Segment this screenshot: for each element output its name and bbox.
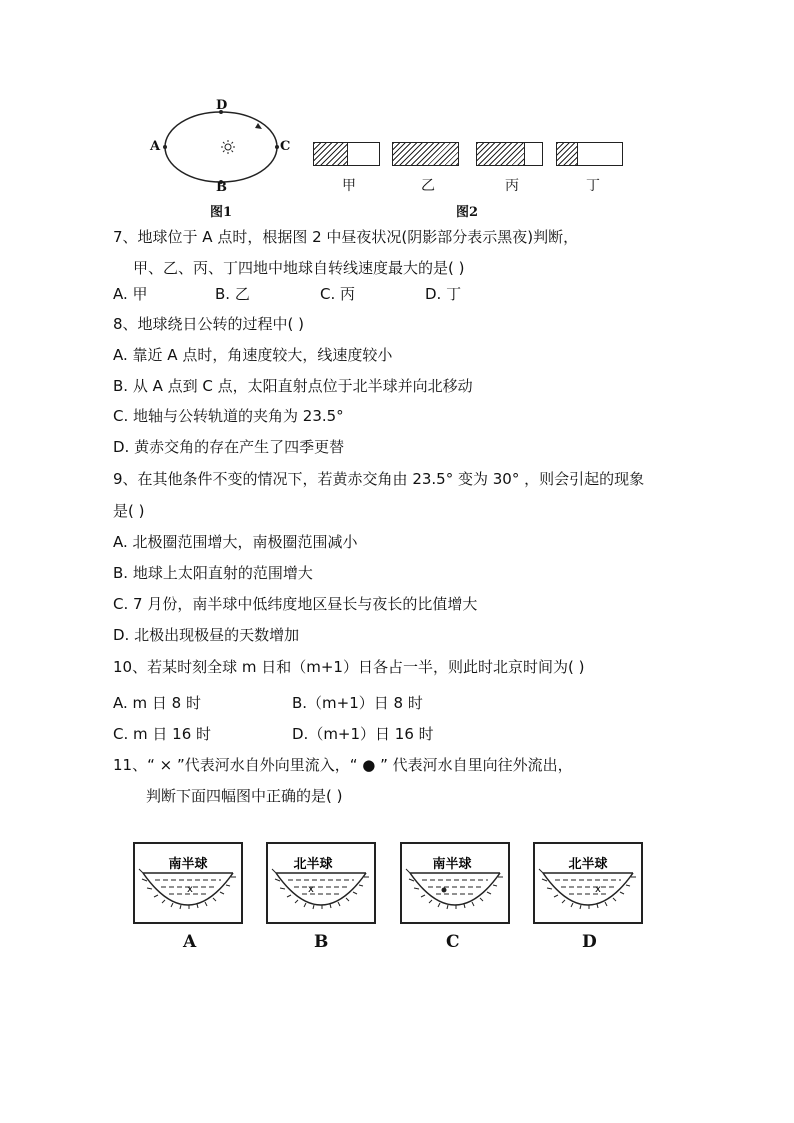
river-cross-section-b — [266, 842, 376, 924]
river-figure-c — [400, 842, 510, 924]
figure-2 — [310, 140, 630, 220]
q7-stem-line1: 7、地球位于 A 点时，根据图 2 中昼夜状况(阴影部分表示黑夜)判断， — [113, 228, 579, 246]
bar-bing-night — [477, 143, 525, 165]
bar-jia — [313, 142, 380, 166]
q7-stem-line2: 甲、乙、丙、丁四地中地球自转线速度最大的是( ) — [133, 259, 465, 277]
river-letter-c: C — [446, 932, 460, 952]
q10-option-a: A. m 日 8 时 — [113, 694, 201, 712]
river-cross-section-a — [133, 842, 243, 924]
q9-stem-line2: 是( ) — [113, 502, 145, 520]
q11-stem-line1: 11、“ × ”代表河水自外向里流入，“ ● ” 代表河水自里向往外流出， — [113, 756, 573, 774]
river-cross-section-c — [400, 842, 510, 924]
bar-label-yi: 乙 — [421, 178, 435, 194]
bar-ding-night — [557, 143, 578, 165]
river-hemisphere-d: 北半球 — [568, 857, 608, 872]
flow-out-icon — [442, 888, 447, 893]
figure-1-caption: 图1 — [210, 205, 233, 220]
orbit-point-c — [275, 145, 279, 149]
orbit-point-a — [163, 145, 167, 149]
q7-option-d: D. 丁 — [425, 285, 462, 303]
orbit-label-b: B — [216, 180, 227, 195]
q10-option-d: D.（m+1）日 16 时 — [292, 725, 434, 743]
q9-option-a: A. 北极圈范围增大，南极圈范围减小 — [113, 533, 358, 551]
flow-in-icon: x — [187, 884, 193, 895]
q8-stem: 8、地球绕日公转的过程中( ) — [113, 315, 305, 333]
river-figure-a — [133, 842, 243, 924]
q7-option-b: B. 乙 — [215, 285, 250, 303]
bar-jia-night — [314, 143, 348, 165]
bar-label-bing: 丙 — [505, 178, 519, 194]
bar-yi-night — [393, 143, 458, 165]
orbit-label-d: D — [216, 98, 228, 113]
river-letter-a: A — [183, 932, 197, 952]
river-figure-d — [533, 842, 643, 924]
sun-icon — [221, 140, 235, 154]
river-figure-b — [266, 842, 376, 924]
bar-yi — [392, 142, 459, 166]
river-hemisphere-a: 南半球 — [168, 857, 208, 872]
q10-option-b: B.（m+1）日 8 时 — [292, 694, 423, 712]
q9-option-d: D. 北极出现极昼的天数增加 — [113, 626, 300, 644]
bar-label-jia: 甲 — [342, 178, 356, 194]
orbit-arrow-icon — [255, 123, 262, 129]
river-letter-b: B — [314, 932, 329, 952]
orbit-label-c: C — [280, 139, 291, 154]
bar-label-ding: 丁 — [586, 178, 600, 194]
q8-option-a: A. 靠近 A 点时，角速度较大，线速度较小 — [113, 346, 393, 364]
q10-option-c: C. m 日 16 时 — [113, 725, 212, 743]
q11-stem-line2: 判断下面四幅图中正确的是( ) — [146, 787, 343, 805]
q7-option-a: A. 甲 — [113, 285, 148, 303]
bar-ding — [556, 142, 623, 166]
q9-option-b: B. 地球上太阳直射的范围增大 — [113, 564, 313, 582]
flow-in-icon: x — [595, 884, 601, 895]
q8-option-b: B. 从 A 点到 C 点，太阳直射点位于北半球并向北移动 — [113, 377, 473, 395]
river-cross-section-d — [533, 842, 643, 924]
river-hemisphere-b: 北半球 — [293, 857, 333, 872]
figure-2-caption: 图2 — [456, 205, 479, 220]
river-hemisphere-c: 南半球 — [432, 857, 472, 872]
orbit-label-a: A — [150, 139, 161, 154]
bar-bing — [476, 142, 543, 166]
q10-stem: 10、若某时刻全球 m 日和（m+1）日各占一半，则此时北京时间为( ) — [113, 658, 585, 676]
q8-option-c: C. 地轴与公转轨道的夹角为 23.5° — [113, 407, 344, 425]
q9-option-c: C. 7 月份，南半球中低纬度地区昼长与夜长的比值增大 — [113, 595, 478, 613]
figure-1 — [140, 95, 300, 220]
q7-option-c: C. 丙 — [320, 285, 356, 303]
river-letter-d: D — [582, 932, 597, 952]
q9-stem-line1: 9、在其他条件不变的情况下，若黄赤交角由 23.5° 变为 30° ，则会引起的现象 — [113, 470, 645, 488]
flow-in-icon: x — [308, 884, 314, 895]
q8-option-d: D. 黄赤交角的存在产生了四季更替 — [113, 438, 345, 456]
